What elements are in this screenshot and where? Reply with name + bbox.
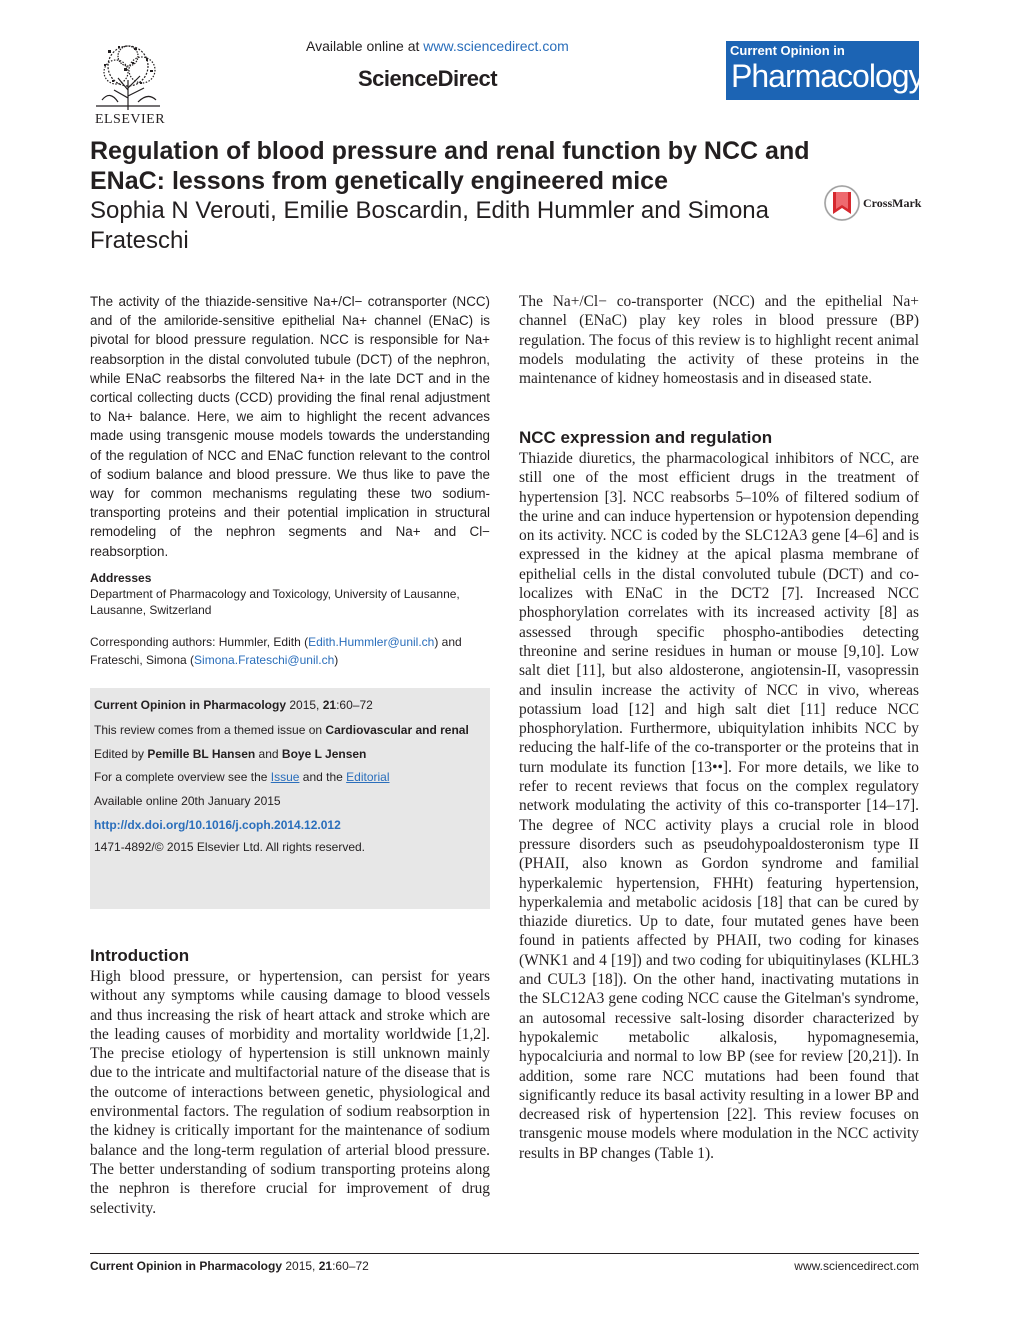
- right-intro-paragraph: The Na+/Cl− co-transporter (NCC) and the epithelial Na+ channel (ENaC) play key roles in blood pressure (BP) regulation. The focus of this review is to highlight recent animal models modulating the activity of these proteins in the maintenance of kidney homeostasis and in diseased state.: [519, 293, 919, 388]
- elsevier-logo: [88, 40, 170, 128]
- info-overview-and: and the: [299, 770, 347, 784]
- doi-link-text[interactable]: http://dx.doi.org/10.1016/j.coph.2014.12.012: [94, 818, 341, 832]
- footer-year: 2015,: [282, 1259, 319, 1273]
- info-overview: [94, 770, 390, 784]
- info-overview-prefix: For a complete overview see the: [94, 770, 271, 784]
- email-link-frateschi[interactable]: Simona.Frateschi@unil.ch: [194, 652, 335, 667]
- ncc-section-text: Thiazide diuretics, the pharmacological inhibitors of NCC, are still one of the most efficient drugs in the treatment of hypertension [3]. NCC reabsorbs 5–10% of filtered sodium of the urine and can induce hypertension or hypotension depending on its activity. NCC is coded by the SLC12A3 gene [4–6] and is expressed in the kidney at the apical plasma membrane of epithelial cells in the distal convoluted tubule (DCT) and co-localizes with ENaC in the DCT2 [7]. Increased NCC phosphorylation correlates with its increased activity [8] as assessed through specific phospho-antibodies detecting threonine and serine residues in human or mouse [9,10]. Low salt diet [11], but also aldosterone, angiotensin-II, vasopressin and insulin increase the activity of NCC in vivo, whereas potassium load [12] and high salt diet [11] reduce NCC phosphorylation. Furthermore, ubiquitylation inhibits NCC by reducing the half-life of the co-transporter or the proteins that in turn modulate its function [13••]. For more details, we like to refer to recent reviews that focus on the complex regulatory network modulating the activity of this co-transporter [14–17]. The degree of NCC activity plays a crucial role in blood pressure disorders such as pseudohypoaldosteronism type II (PHAII, also known as Gordon syndrome and familial hyperkalemic hypertension, FHHt) featuring hypertension, hyperkalemia and metabolic acidosis [18] that can be cured by thiazide diuretics. Up to date, four mutated genes have been found in patients affected by PHAII, two coding for kinases (WNK1 and 4 [19]) and two coding for ubiquitinylases (KLHL3 and CUL3 [18]). On the other hand, inactivating mutations in the SLC12A3 gene coding NCC cause the Gitelman's syndrome, an autosomal recessive salt-losing disorder characterized by hypokalemic metabolic alkalosis, hypomagnesemia, hypocalciuria and normal to low BP (see for review [20,21]). In addition, some rare NCC mutations had been found that significantly reduce its basal activity resulting in a lower BP and decreased risk of hypertension [22]. This review focuses on transgenic mouse models where modulation in the NCC activity results in BP changes (Table 1).: [519, 450, 919, 1162]
- ncc-section-heading: NCC expression and regulation: [519, 428, 773, 447]
- abstract-text: The activity of the thiazide-sensitive Na+/Cl− cotransporter (NCC) and of the amiloride-sensitive epithelial Na+ channel (ENaC) is pivotal for blood pressure regulation. NCC is responsible for Na+ reabsorption in the distal convoluted tubule (DCT) of the nephron, while ENaC reabsorbs the filtered Na+ in the late DCT and in the cortical collecting ducts (CCD) providing the final renal adjustment to Na+ balance. Here, we aim to highlight the recent advances made using transgenic mouse models towards the understanding of the regulation of NCC and ENaC function relevant to the control of sodium balance and blood pressure. We thus like to pave the way for common mechanisms regulating these two sodium-transporting proteins and their potential implication in structural remodeling of the nephron segments and Na+ and Cl− reabsorption.: [90, 294, 490, 559]
- journal-logo-line1: Current Opinion in: [730, 43, 845, 58]
- info-copyright: 1471-4892/© 2015 Elsevier Ltd. All rights reserved.: [94, 840, 365, 854]
- introduction-heading: Introduction: [90, 946, 190, 965]
- info-citation: [94, 698, 373, 712]
- sciencedirect-brand: ScienceDirect: [358, 66, 498, 91]
- publisher-wordmark: ELSEVIER: [94, 112, 166, 127]
- addresses-text: Department of Pharmacology and Toxicology, University of Lausanne, Lausanne, Switzerland: [90, 587, 460, 617]
- info-editor-1: Pemille BL Hansen: [147, 747, 256, 761]
- info-volume: 21: [322, 698, 337, 712]
- corresponding-suffix: ): [334, 652, 339, 667]
- info-editor-and: and: [255, 747, 282, 761]
- article-authors: Sophia N Verouti, Emilie Boscardin, Edith Hummler and Simona Frateschi: [90, 197, 769, 254]
- info-journal: Current Opinion in Pharmacology: [94, 698, 287, 712]
- corresponding-prefix: Corresponding authors: Hummler, Edith (: [90, 635, 309, 649]
- doi-link[interactable]: [94, 818, 341, 832]
- available-online-line: [306, 38, 569, 54]
- issue-link[interactable]: Issue: [270, 770, 300, 784]
- crossmark-label: CrossMark: [863, 196, 922, 210]
- article-info-box: [90, 688, 490, 909]
- info-editors: [94, 747, 366, 761]
- corresponding-middle: ) and Frateschi, Simona (: [90, 635, 462, 667]
- editorial-link[interactable]: Editorial: [346, 770, 390, 784]
- elsevier-tree-icon: [88, 40, 168, 112]
- info-pages: :60–72: [336, 698, 373, 712]
- info-editor-2: Boye L Jensen: [281, 747, 367, 761]
- journal-logo-line2: Pharmacology: [731, 58, 924, 94]
- article-title: Regulation of blood pressure and renal function by NCC and ENaC: lessons from genetically engineered mice: [90, 137, 810, 195]
- info-edited-prefix: Edited by: [94, 747, 148, 761]
- corresponding-authors: [90, 634, 490, 669]
- available-prefix: Available online at: [306, 38, 424, 54]
- info-year: 2015,: [286, 698, 323, 712]
- info-theme: [94, 723, 469, 737]
- footer-url[interactable]: www.sciencedirect.com: [794, 1259, 919, 1273]
- footer-journal: Current Opinion in Pharmacology: [90, 1259, 283, 1273]
- crossmark-icon: [823, 184, 861, 222]
- footer-pages: :60–72: [332, 1259, 369, 1273]
- info-theme-name: Cardiovascular and renal: [325, 723, 469, 737]
- addresses-heading: Addresses: [90, 571, 152, 585]
- info-available: Available online 20th January 2015: [94, 794, 281, 808]
- journal-logo: [726, 41, 924, 100]
- introduction-text: High blood pressure, or hypertension, can persist for years without any symptoms while causing damage to blood vessels and thus increasing the risk of heart attack and stroke which are the leading causes of morbidity and mortality worldwide [1,2]. The precise etiology of hypertension is still unknown mainly due to the intricate and multifactorial nature of the disease that is the outcome of interactions between genetic, physiological and environmental factors. The regulation of sodium reabsorption in the kidney is critically important for the maintenance of sodium balance and the long-term regulation of arterial blood pressure. The better understanding of sodium transporting proteins along the nephron is therefore crucial for improvement of drug selectivity.: [90, 968, 490, 1217]
- email-link-hummler[interactable]: Edith.Hummler@unil.ch: [308, 635, 435, 649]
- footer-volume: 21: [318, 1259, 333, 1273]
- footer-divider: [90, 1253, 919, 1254]
- footer-citation: [90, 1259, 369, 1273]
- info-theme-prefix: This review comes from a themed issue on: [94, 723, 326, 737]
- sciencedirect-link[interactable]: www.sciencedirect.com: [423, 38, 569, 54]
- crossmark-badge[interactable]: [823, 184, 923, 222]
